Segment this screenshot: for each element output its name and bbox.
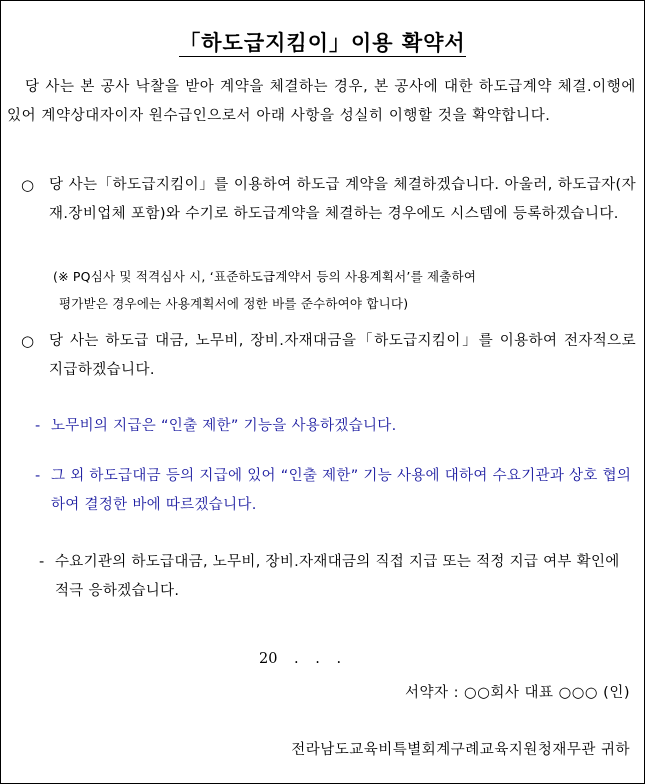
pledge-item: [1, 327, 636, 385]
date-line: 20 . . .: [259, 651, 342, 667]
pq-note-line: (※ PQ심사 및 적격심사 시, ‘표준하도급계약서 등의 사용계획서’를 제출하여: [53, 269, 477, 284]
dash-bullet-icon: -: [35, 418, 41, 434]
sub-item: [1, 548, 638, 606]
pledge-item: [1, 171, 636, 229]
sub-item-text: 노무비의 지급은 “인출 제한” 기능을 사용하겠습니다.: [51, 418, 397, 434]
circle-bullet-icon: ○: [21, 332, 35, 350]
pledge-item-text: 당 사는 하도급 대금, 노무비, 장비.자재대금을「하도급지킴이」를 이용하여 전자적으로 지급하겠습니다.: [49, 333, 636, 378]
intro-paragraph: 당 사는 본 공사 낙찰을 받아 계약을 체결하는 경우, 본 공사에 대한 하도급계약 체결.이행에 있어 계약상대자이자 원수급인으로서 아래 사항을 성실히 이행할 것을 확약합니다.: [7, 79, 636, 124]
sub-item-text: 그 외 하도급대금 등의 지급에 있어 “인출 제한” 기능 사용에 대하여 수요기관과 상호 협의하여 결정한 바에 따르겠습니다.: [51, 468, 632, 513]
circle-bullet-icon: ○: [21, 176, 35, 194]
dash-bullet-icon: -: [39, 554, 45, 570]
sub-item-text: 수요기관의 하도급대금, 노무비, 장비.자재대금의 직접 지급 또는 적정 지급 여부 확인에 적극 응하겠습니다.: [55, 554, 620, 599]
document-title: [1, 27, 644, 57]
sub-item: [1, 412, 638, 441]
pq-note: [53, 263, 634, 317]
recipient-line: 전라남도교육비특별회계구례교육지원청재무관 귀하: [291, 742, 630, 758]
document-title-text: 「하도급지킴이」이용 확약서: [179, 30, 466, 55]
sub-item: [1, 462, 638, 520]
signer-line: 서약자 : ○○회사 대표 ○○○ (인): [404, 685, 630, 701]
pq-note-line: 평가받은 경우에는 사용계획서에 정한 바를 준수하여야 합니다): [59, 296, 409, 311]
dash-bullet-icon: -: [35, 468, 41, 484]
pledge-item-text: 당 사는「하도급지킴이」를 이용하여 하도급 계약을 체결하겠습니다. 아울러, 하도급자(자재.장비업체 포함)와 수기로 하도급계약을 체결하는 경우에도 시스템에 등록하겠습니다.: [49, 177, 636, 222]
